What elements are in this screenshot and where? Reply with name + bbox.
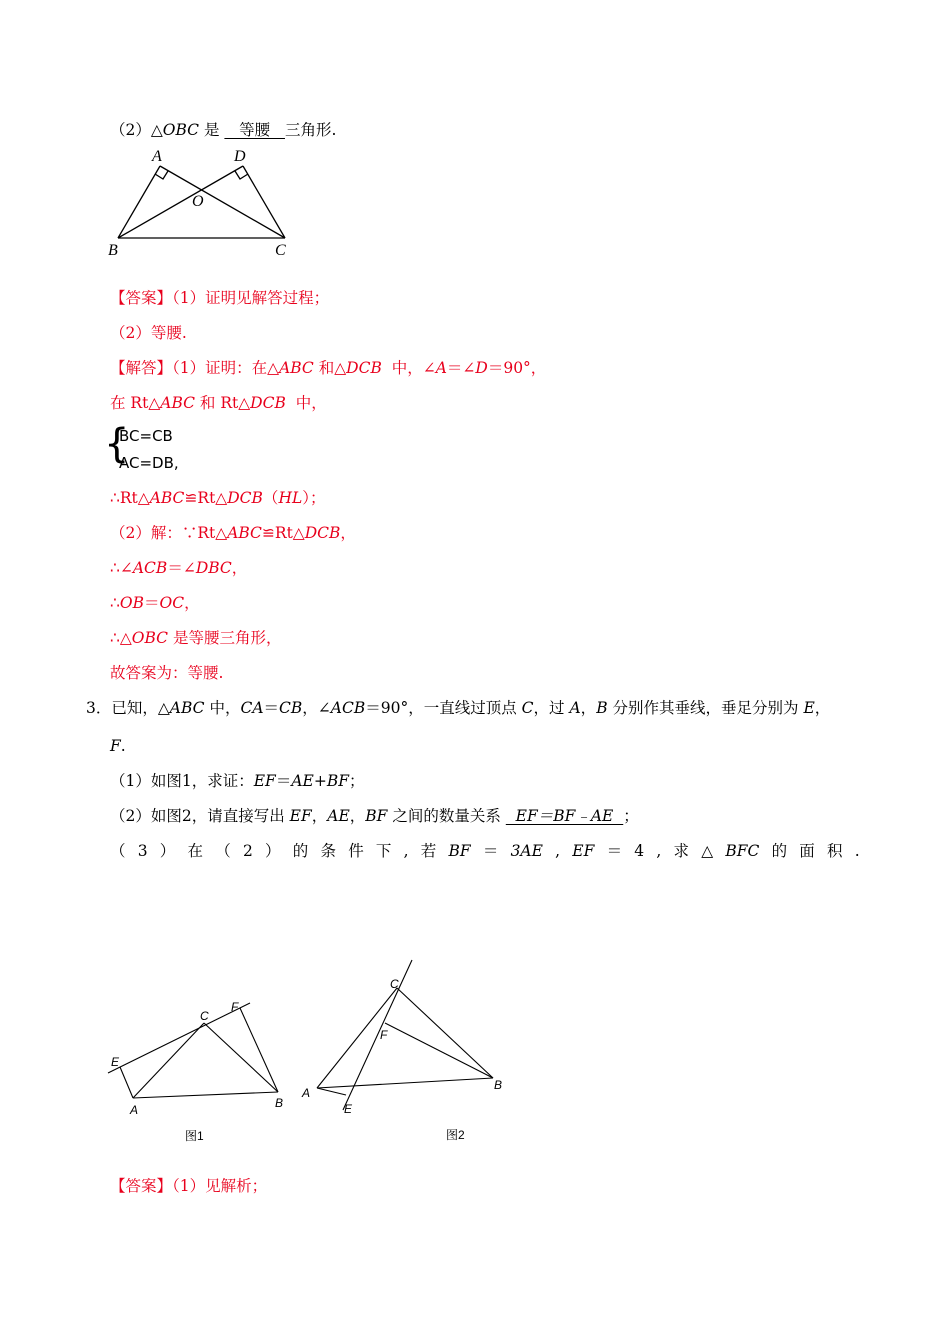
text-run: 是等腰三角形， [168,629,282,647]
text-run: AE [291,772,314,790]
text-run: 若 [420,842,437,860]
text-run: OBC [162,121,200,139]
text-run: OBC [131,629,169,647]
text-run: ≌Rt△ [184,489,228,507]
text-run: ＝ [275,772,292,790]
text-run: （2）解：∵Rt△ [110,524,228,542]
text-run: 中， [285,394,327,412]
figure-2 [300,955,530,1150]
text-run: （ [110,842,126,860]
text-run: ） [159,842,176,860]
solution1-line5 [110,558,247,578]
q3-answer-blank: EF＝BF﹣AE [505,807,624,825]
text-run: ，过 [533,699,570,717]
text-run: （2）等腰. [110,324,187,342]
fig2-label-f: F [380,1028,388,1042]
text-run: （1）如图1，求证： [110,772,254,790]
text-run: ＝ [606,842,623,860]
text-run: DCB [346,359,382,377]
q3-part3 [110,841,860,861]
fig2-label-b: B [494,1078,503,1092]
text-run: 3． [86,699,112,717]
label-a: A [152,148,162,165]
text-run: 分别作其垂线，垂足分别为 [607,699,804,717]
solution1-line7 [110,628,281,648]
text-run: + [313,772,327,790]
system-eq-2: AC=DB, [119,454,179,472]
text-run: . [120,737,126,755]
text-run: 的 [292,842,309,860]
fig2-caption: 图2 [446,1128,465,1142]
text-run: 是 [199,121,225,139]
text-run: ， [814,699,831,717]
text-run: （1）证明：在△ [172,359,280,377]
text-run: F [110,737,121,755]
answer-blank: 等腰 [224,121,285,139]
fig2-label-c: C [390,977,399,991]
text-run: ACB [330,699,366,717]
text-run: （2）△ [110,121,163,139]
text-run: ＝90°， [487,359,547,377]
text-run: 中，∠ [381,359,436,377]
solution1-line1 [110,358,546,378]
text-run: ） [265,842,281,860]
text-run: 和 Rt△ [194,394,251,412]
text-run: HL [278,489,303,507]
label-d: D [234,148,246,165]
text-run: ， [231,559,248,577]
figure-triangles-abdc [100,145,300,265]
text-run: EF [572,842,595,860]
text-run: DCB [304,524,341,542]
label-c: C [275,242,286,259]
solution1-line6 [110,593,200,613]
q3-part2 [110,806,639,826]
label-o: O [192,193,204,210]
figure-1 [100,990,300,1150]
text-run: BF [326,772,349,790]
text-run: 中， [204,699,241,717]
solution1-line2 [110,393,327,413]
text-run: AE [327,807,350,825]
text-run: ， [340,524,356,542]
text-run: C [521,699,534,717]
text-run: B [596,699,608,717]
text-run: ＝ [482,842,499,860]
text-run: D [475,359,488,377]
text-run: ＝∠ [446,359,476,377]
text-run: BF [365,807,388,825]
text-run: 【解答】 [110,359,173,377]
solution1-line8 [110,663,223,683]
text-run: ， [311,807,328,825]
q3-line2 [110,736,126,756]
text-run: A [569,699,581,717]
text-run: 【答案】 [110,289,173,307]
fig1-label-c: C [200,1009,209,1023]
q3-line1 [86,698,830,718]
text-run: 下 [375,842,392,860]
text-run: ABC [227,524,262,542]
fig1-label-e: E [111,1055,120,1069]
text-run: 三角形. [284,121,337,139]
text-run: ，∠ [302,699,331,717]
fig1-label-a: A [130,1103,139,1117]
text-run: OB [119,594,144,612]
solution1-line3 [110,488,326,508]
text-run: 3 [137,842,148,860]
text-run: ∴∠ [110,559,133,577]
text-run: 【答案】 [110,1177,173,1195]
text-run: ， [184,594,200,612]
fig1-label-b: B [275,1096,284,1110]
text-run: ， [580,699,597,717]
text-run: 求 [673,842,690,860]
text-run: 面 [799,842,815,860]
text-run: 已知，△ [111,699,170,717]
fig2-label-e: E [344,1102,353,1116]
text-run: 的 [771,842,788,860]
fig2-label-a: A [302,1086,311,1100]
text-run: ； [623,807,639,825]
text-run: , [656,842,662,860]
answer2-line1 [110,1176,267,1196]
text-run: 积 [827,842,843,860]
text-run: △ [701,842,714,860]
fig1-label-f: F [231,1000,239,1014]
label-b: B [108,242,118,259]
answer1-line2 [110,323,187,343]
text-run: , [555,842,561,860]
text-run: 和△ [313,359,347,377]
text-run: 条 [320,842,336,860]
text-run: CA [240,699,264,717]
text-run: 故答案为：等腰. [110,664,224,682]
text-run: 3AE [510,842,543,860]
text-run: ABC [160,394,195,412]
text-run: ＝90°，一直线过顶点 [365,699,522,717]
system-eq-1: BC=CB [119,427,173,445]
text-run: E [803,699,815,717]
text-run: . [854,842,860,860]
text-run: ＝ [143,594,160,612]
text-run: BFC [725,842,760,860]
text-run: 在 [187,842,204,860]
answer1-line1 [110,288,329,308]
text-run: ∴ [110,594,120,612]
text-run: ∴Rt△ [110,489,150,507]
text-run: ＝ [263,699,280,717]
text-run: A [435,359,447,377]
text-run: ABC [149,489,185,507]
text-run: EF [253,772,276,790]
text-run: （ [215,842,231,860]
text-run: ）； [302,489,326,507]
text-run: BF [448,842,471,860]
text-run: DCB [227,489,263,507]
text-run: ABC [169,699,205,717]
text-run: 4 [634,842,645,860]
solution1-line4 [110,523,356,543]
text-run: ； [349,772,365,790]
text-run: ≌Rt△ [261,524,305,542]
text-run: 2 [242,842,253,860]
text-run: CB [279,699,303,717]
text-run: , [403,842,409,860]
text-run: （ [262,489,279,507]
text-run: ， [349,807,366,825]
fig1-caption: 图1 [185,1129,204,1143]
text-run: 之间的数量关系 [387,807,506,825]
text-run: OC [159,594,185,612]
text-run: （1）见解析； [172,1177,268,1195]
text-run: （1）证明见解答过程； [172,289,330,307]
q2-part2-line [110,120,336,140]
text-run: ACB [132,559,168,577]
text-run: （2）如图2，请直接写出 [110,807,290,825]
text-run: 在 Rt△ [110,394,161,412]
text-run: 件 [348,842,364,860]
text-run: ABC [279,359,314,377]
text-run: ∴△ [110,629,132,647]
text-run: DCB [250,394,286,412]
text-run: EF [289,807,312,825]
text-run: ＝∠ [167,559,196,577]
q3-part1 [110,771,365,791]
system-brace-icon: { [104,421,130,467]
text-run: DBC [195,559,232,577]
